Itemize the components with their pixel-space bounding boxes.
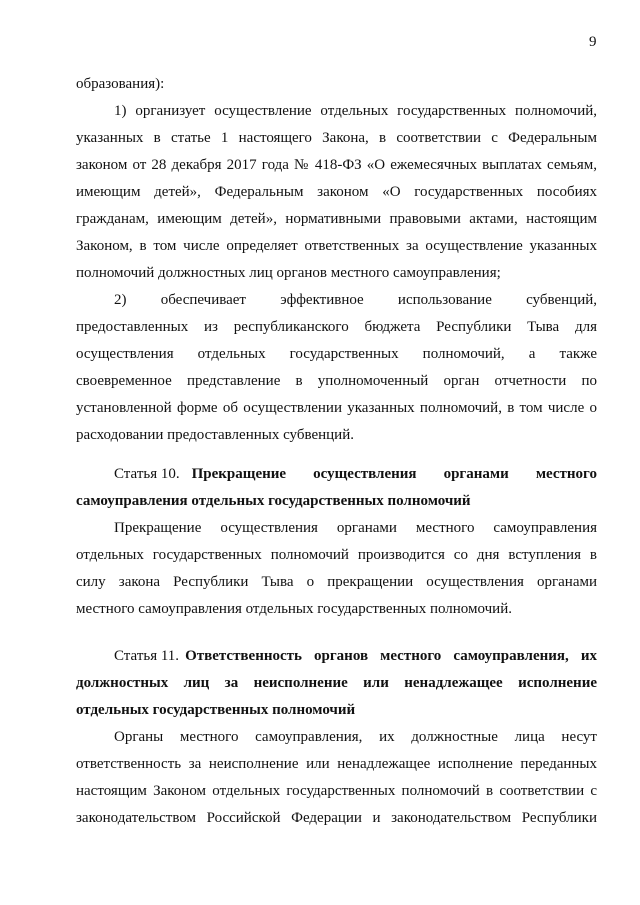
text-line: настоящим Законом отдельных государственных полномочий в соответствии с	[76, 783, 597, 799]
text-line: Органы местного самоуправления, их должностные лица несут	[114, 729, 597, 745]
text-line: своевременное представление в уполномоченный орган отчетности по	[76, 373, 597, 389]
text-line: образования):	[76, 76, 165, 92]
text-line: силу закона Республики Тыва о прекращении осуществления органами	[76, 574, 597, 590]
text-line: Прекращение осуществления органами местного самоуправления	[114, 520, 597, 536]
article-11-label: Статья 11.	[114, 648, 180, 664]
text-line: законодательством Российской Федерации и законодательством Республики	[76, 810, 597, 826]
text-line: местного самоуправления отдельных государственных полномочий.	[76, 601, 512, 617]
text-line: полномочий должностных лиц органов местного самоуправления;	[76, 265, 501, 281]
text-line: Законом, в том числе определяет ответственных за осуществление указанных	[76, 238, 597, 254]
text-line: 1) организует осуществление отдельных государственных полномочий,	[114, 103, 597, 119]
article-11-heading	[114, 646, 597, 666]
text-line: 2) обеспечивает эффективное использование субвенций,	[114, 292, 597, 308]
text-line: гражданам, имеющим детей», нормативными правовыми актами, настоящим	[76, 211, 597, 227]
article-10-title: Прекращение осуществления органами местного	[191, 466, 597, 482]
text-line: установленной форме об осуществлении указанных полномочий, в том числе о	[76, 400, 597, 416]
text-line: предоставленных из республиканского бюджета Республики Тыва для	[76, 319, 597, 335]
text-line: отдельных государственных полномочий производится со дня вступления в	[76, 547, 597, 563]
text-line: ответственность за неисполнение или ненадлежащее исполнение переданных	[76, 756, 597, 772]
text-line: законом от 28 декабря 2017 года № 418-ФЗ «О ежемесячных выплатах семьям,	[76, 157, 597, 173]
text-line: осуществления отдельных государственных полномочий, а также	[76, 346, 597, 362]
article-11-title: Ответственность органов местного самоуправления, их	[185, 648, 597, 664]
article-10-title-cont: самоуправления отдельных государственных полномочий	[76, 493, 471, 509]
text-line: указанных в статье 1 настоящего Закона, в соответствии с Федеральным	[76, 130, 597, 146]
article-10-heading	[114, 464, 597, 484]
text-line: расходовании предоставленных субвенций.	[76, 427, 354, 443]
article-10-label: Статья 10.	[114, 466, 180, 482]
text-line: имеющим детей», Федеральным законом «О государственных пособиях	[76, 184, 597, 200]
article-11-title-cont: отдельных государственных полномочий	[76, 702, 356, 718]
article-11-title-cont: должностных лиц за неисполнение или ненадлежащее исполнение	[76, 675, 597, 691]
page-number: 9	[589, 34, 597, 50]
